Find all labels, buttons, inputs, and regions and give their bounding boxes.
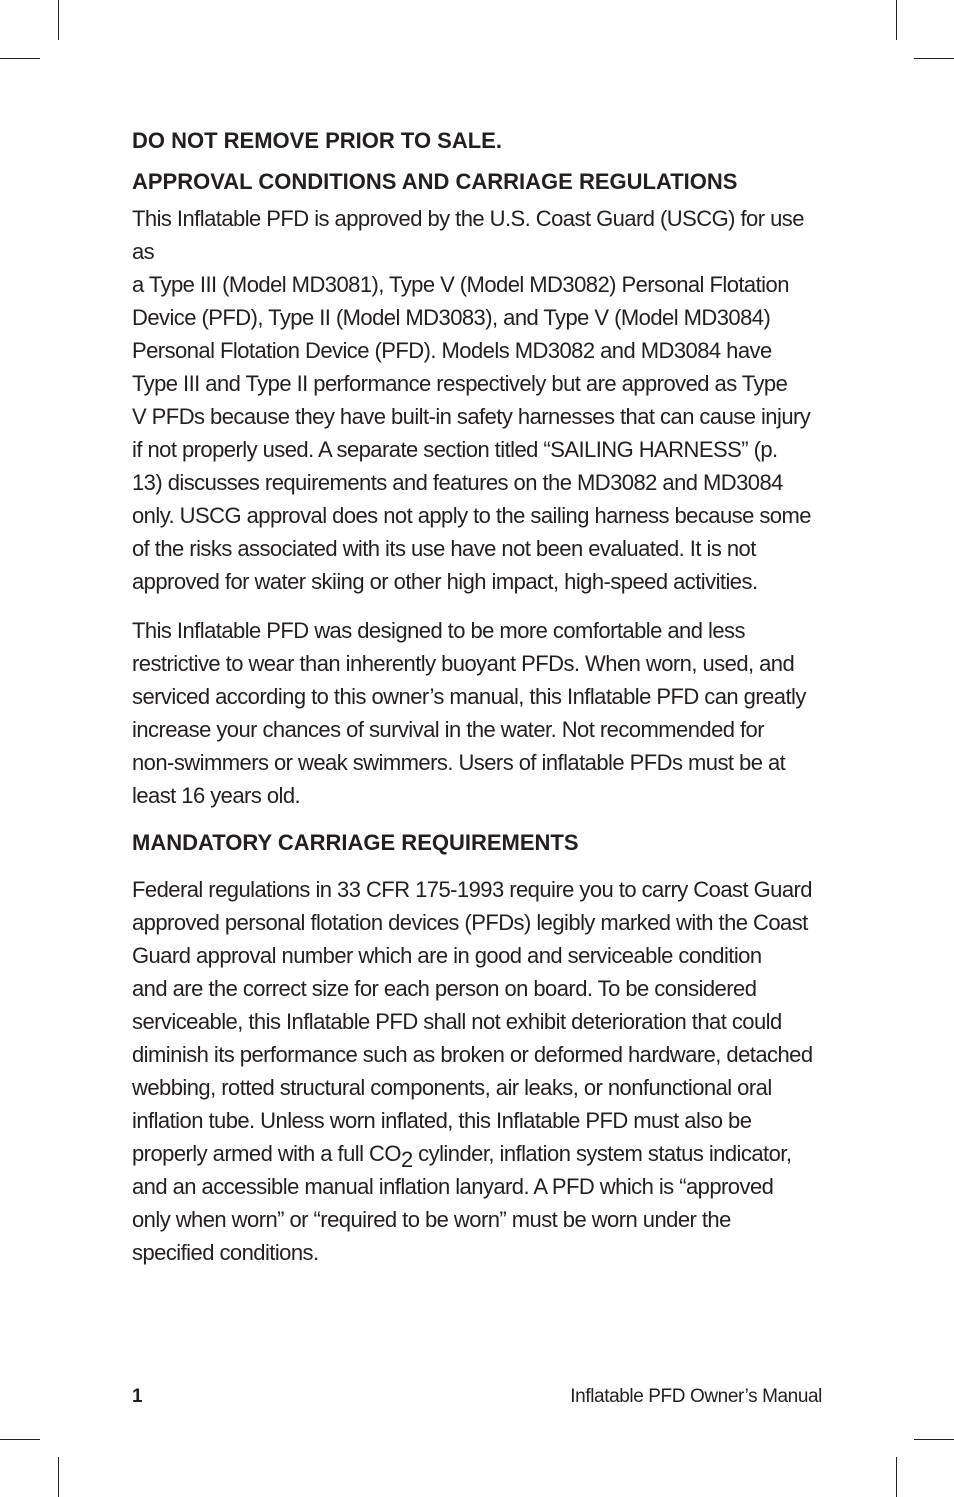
page-number: 1 [132, 1386, 143, 1407]
regulations-text-part-2: cylinder, inflation system status indicator, and an accessible manual inflation lanyard. A PFD which is “approved only when worn” or “required to be worn” must be worn under the specified conditions. [132, 1141, 792, 1265]
page-content [132, 124, 824, 1269]
crop-mark-top-left-vertical [58, 0, 59, 40]
approval-conditions-heading: APPROVAL CONDITIONS AND CARRIAGE REGULATIONS [132, 169, 738, 194]
crop-mark-bottom-right-horizontal [914, 1439, 954, 1440]
crop-mark-bottom-left-horizontal [0, 1439, 40, 1440]
crop-mark-bottom-right-vertical [896, 1457, 897, 1497]
crop-mark-top-right-vertical [896, 0, 897, 40]
crop-mark-bottom-left-vertical [58, 1457, 59, 1497]
design-paragraph: This Inflatable PFD was designed to be more comfortable and less restrictive to wear than inherently buoyant PFDs. When worn, used, and serviced according to this owner’s manual, this Inflatable PFD can greatly increase your chances of survival in the water. Not recommended for non-swimmers or weak swimmers. Users of inflatable PFDs must be at least 16 years old. [132, 618, 806, 808]
manual-title: Inflatable PFD Owner’s Manual [570, 1386, 822, 1407]
regulations-text-part-1: Federal regulations in 33 CFR 175-1993 require you to carry Coast Guard approved personal flotation devices (PFDs) legibly marked with the Coast Guard approval number which are in good and serviceable condition and are the correct size for each person on board. To be considered serviceable, this Inflatable PFD shall not exhibit deterioration that could diminish its performance such as broken or deformed hardware, detached webbing, rotted structural components, air leaks, or nonfunctional oral inflation tube. Unless worn inflated, this Inflatable PFD must also be properly armed with a full CO [132, 877, 813, 1166]
crop-mark-top-left-horizontal [0, 58, 40, 59]
mandatory-carriage-heading: MANDATORY CARRIAGE REQUIREMENTS [132, 830, 579, 855]
federal-regulations-paragraph [132, 873, 824, 1269]
approval-paragraph: This Inflatable PFD is approved by the U.S. Coast Guard (USCG) for use as a Type III (Model MD3081), Type V (Model MD3082) Personal Flotation Device (PFD), Type II (Model MD3083), and Type V (Model MD3084) Personal Flotation Device (PFD). Models MD3082 and MD3084 have Type III and Type II performance respectively but are approved as Type V PFDs because they have built-in safety harnesses that can cause injury if not properly used. A separate section titled “SAILING HARNESS” (p. 13) discusses requirements and features on the MD3082 and MD3084 only. USCG approval does not apply to the sailing harness because some of the risks associated with its use have not been evaluated. It is not approved for water skiing or other high impact, high-speed activities. [132, 206, 811, 594]
sale-notice-heading: DO NOT REMOVE PRIOR TO SALE. [132, 128, 502, 153]
crop-mark-top-right-horizontal [914, 58, 954, 59]
co2-subscript: 2 [400, 1147, 413, 1172]
